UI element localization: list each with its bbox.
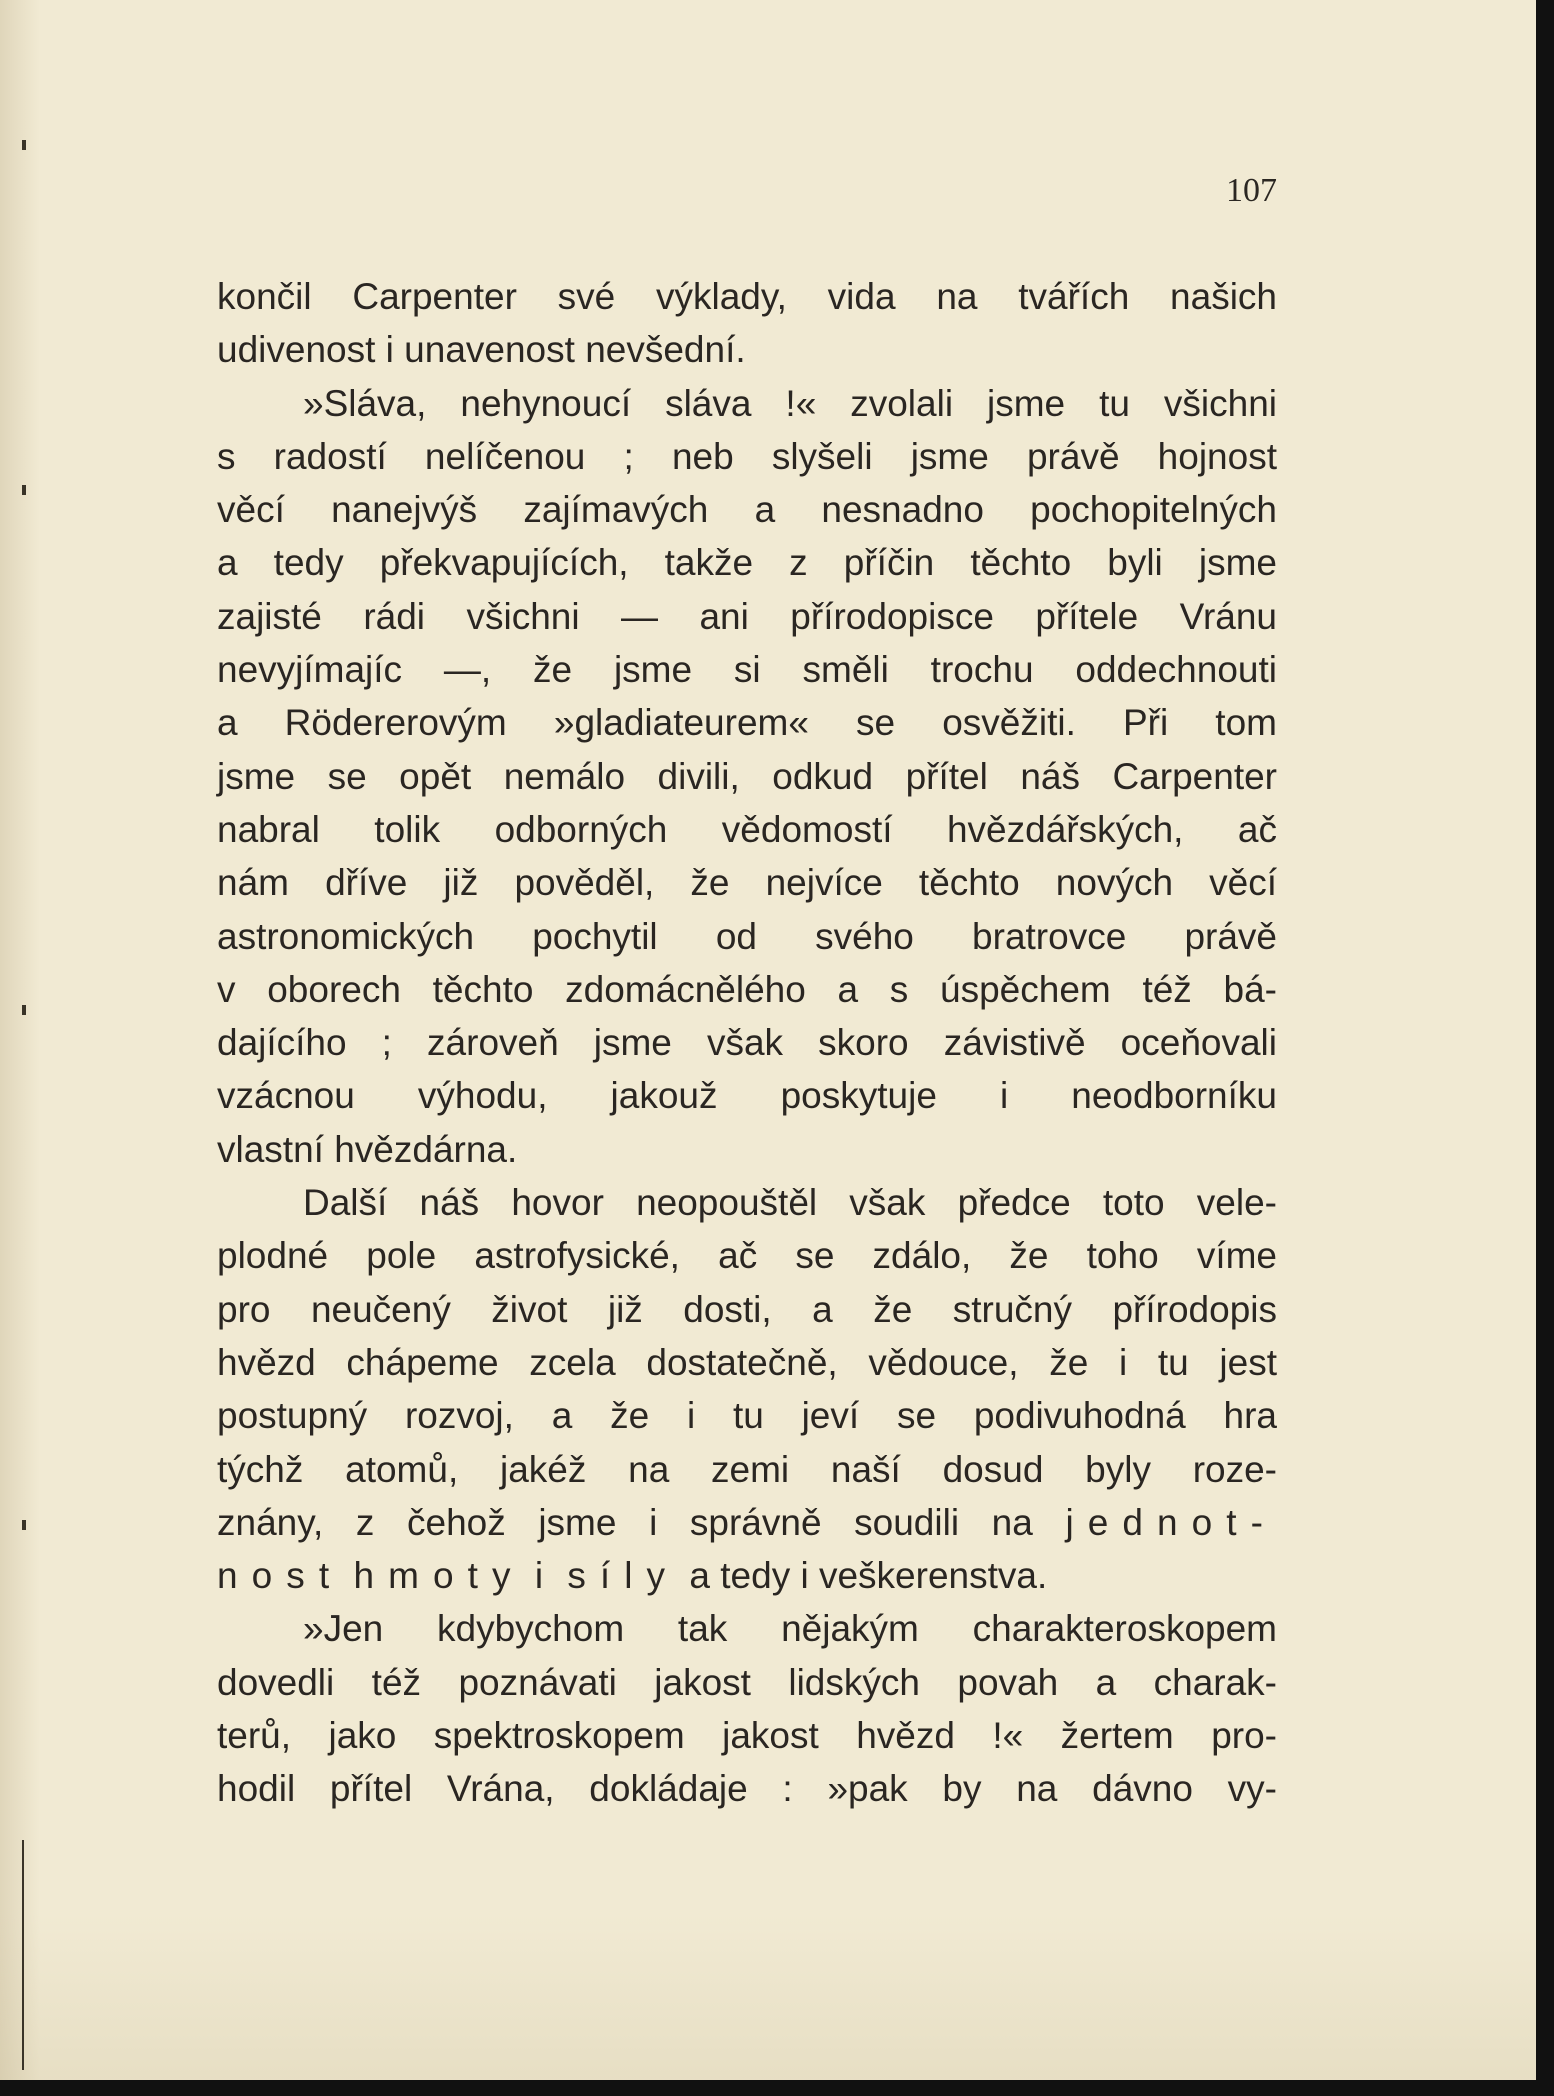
text-line: »Sláva, nehynoucí sláva !« zvolali jsme tu všichni [303, 382, 1277, 424]
page-edge-mark [22, 140, 26, 150]
spaced-emphasis: hmoty [353, 1555, 525, 1597]
text-line: hvězd chápeme zcela dostatečně, vědouce, že i tu jest [217, 1341, 1277, 1383]
page-edge-mark [22, 485, 26, 495]
spaced-emphasis: síly [567, 1555, 680, 1597]
spaced-emphasis: i [534, 1555, 558, 1597]
page-edge-mark [22, 1520, 26, 1530]
text-line: astronomických pochytil od svého bratrovce právě [217, 915, 1277, 957]
text-line: končil Carpenter své výklady, vida na tvářích našich [217, 276, 1277, 317]
text-line: dajícího ; zároveň jsme však skoro závistivě oceňovali [217, 1022, 1277, 1064]
text-line: vzácnou výhodu, jakouž poskytuje i neodborníku [217, 1075, 1277, 1117]
text-line: vlastní hvězdárna. [217, 1128, 518, 1170]
spaced-emphasis: jednot- [1065, 1501, 1278, 1543]
text-line: »Jen kdybychom tak nějakým charakteroskopem [303, 1608, 1277, 1650]
text-line: udivenost i unavenost nevšední. [217, 329, 746, 371]
text-line: postupný rozvoj, a že i tu jeví se podivuhodná hra [217, 1395, 1277, 1437]
text-line: nevyjímajíc —, že jsme si směli trochu oddechnouti [217, 649, 1277, 691]
text-line: v oborech těchto zdomácnělého a s úspěchem též bá- [217, 968, 1277, 1010]
text-line: Další náš hovor neopouštěl však předce toto vele- [303, 1182, 1277, 1224]
text-line: a Rödererovým »gladiateurem« se osvěžiti. Při tom [217, 702, 1277, 744]
text-line [217, 1496, 1277, 1549]
text-segment: znány, z čehož jsme i správně soudili na [217, 1501, 1033, 1543]
text-segment: a tedy i veškerenstva. [689, 1555, 1048, 1597]
page-number: 107 [1226, 172, 1277, 209]
text-line: dovedli též poznávati jakost lidských povah a charak- [217, 1661, 1277, 1703]
spaced-emphasis: nost [217, 1555, 344, 1597]
text-line: týchž atomů, jakéž na zemi naší dosud byly roze- [217, 1448, 1277, 1490]
text-line: věcí nanejvýš zajímavých a nesnadno pochopitelných [217, 489, 1277, 531]
text-line: nabral tolik odborných vědomostí hvězdářských, ač [217, 808, 1277, 850]
text-line: nám dříve již pověděl, že nejvíce těchto nových věcí [217, 862, 1277, 904]
text-line: hodil přítel Vrána, dokládaje : »pak by na dávno vy- [217, 1768, 1277, 1810]
text-line: plodné pole astrofysické, ač se zdálo, že toho víme [217, 1235, 1277, 1277]
text-line [217, 1549, 1277, 1602]
text-line: jsme se opět nemálo divili, odkud přítel náš Carpenter [217, 755, 1277, 797]
text-line: zajisté rádi všichni — ani přírodopisce přítele Vránu [217, 595, 1277, 637]
text-line: terů, jako spektroskopem jakost hvězd !« žertem pro- [217, 1715, 1277, 1757]
text-line: pro neučený život již dosti, a že stručný přírodopis [217, 1288, 1277, 1330]
body-text [217, 270, 1277, 1816]
page-edge-mark [22, 1005, 26, 1015]
text-line: a tedy překvapujících, takže z příčin těchto byli jsme [217, 542, 1277, 584]
page-edge-mark [22, 1840, 24, 2070]
text-line: s radostí nelíčenou ; neb slyšeli jsme právě hojnost [217, 435, 1277, 477]
